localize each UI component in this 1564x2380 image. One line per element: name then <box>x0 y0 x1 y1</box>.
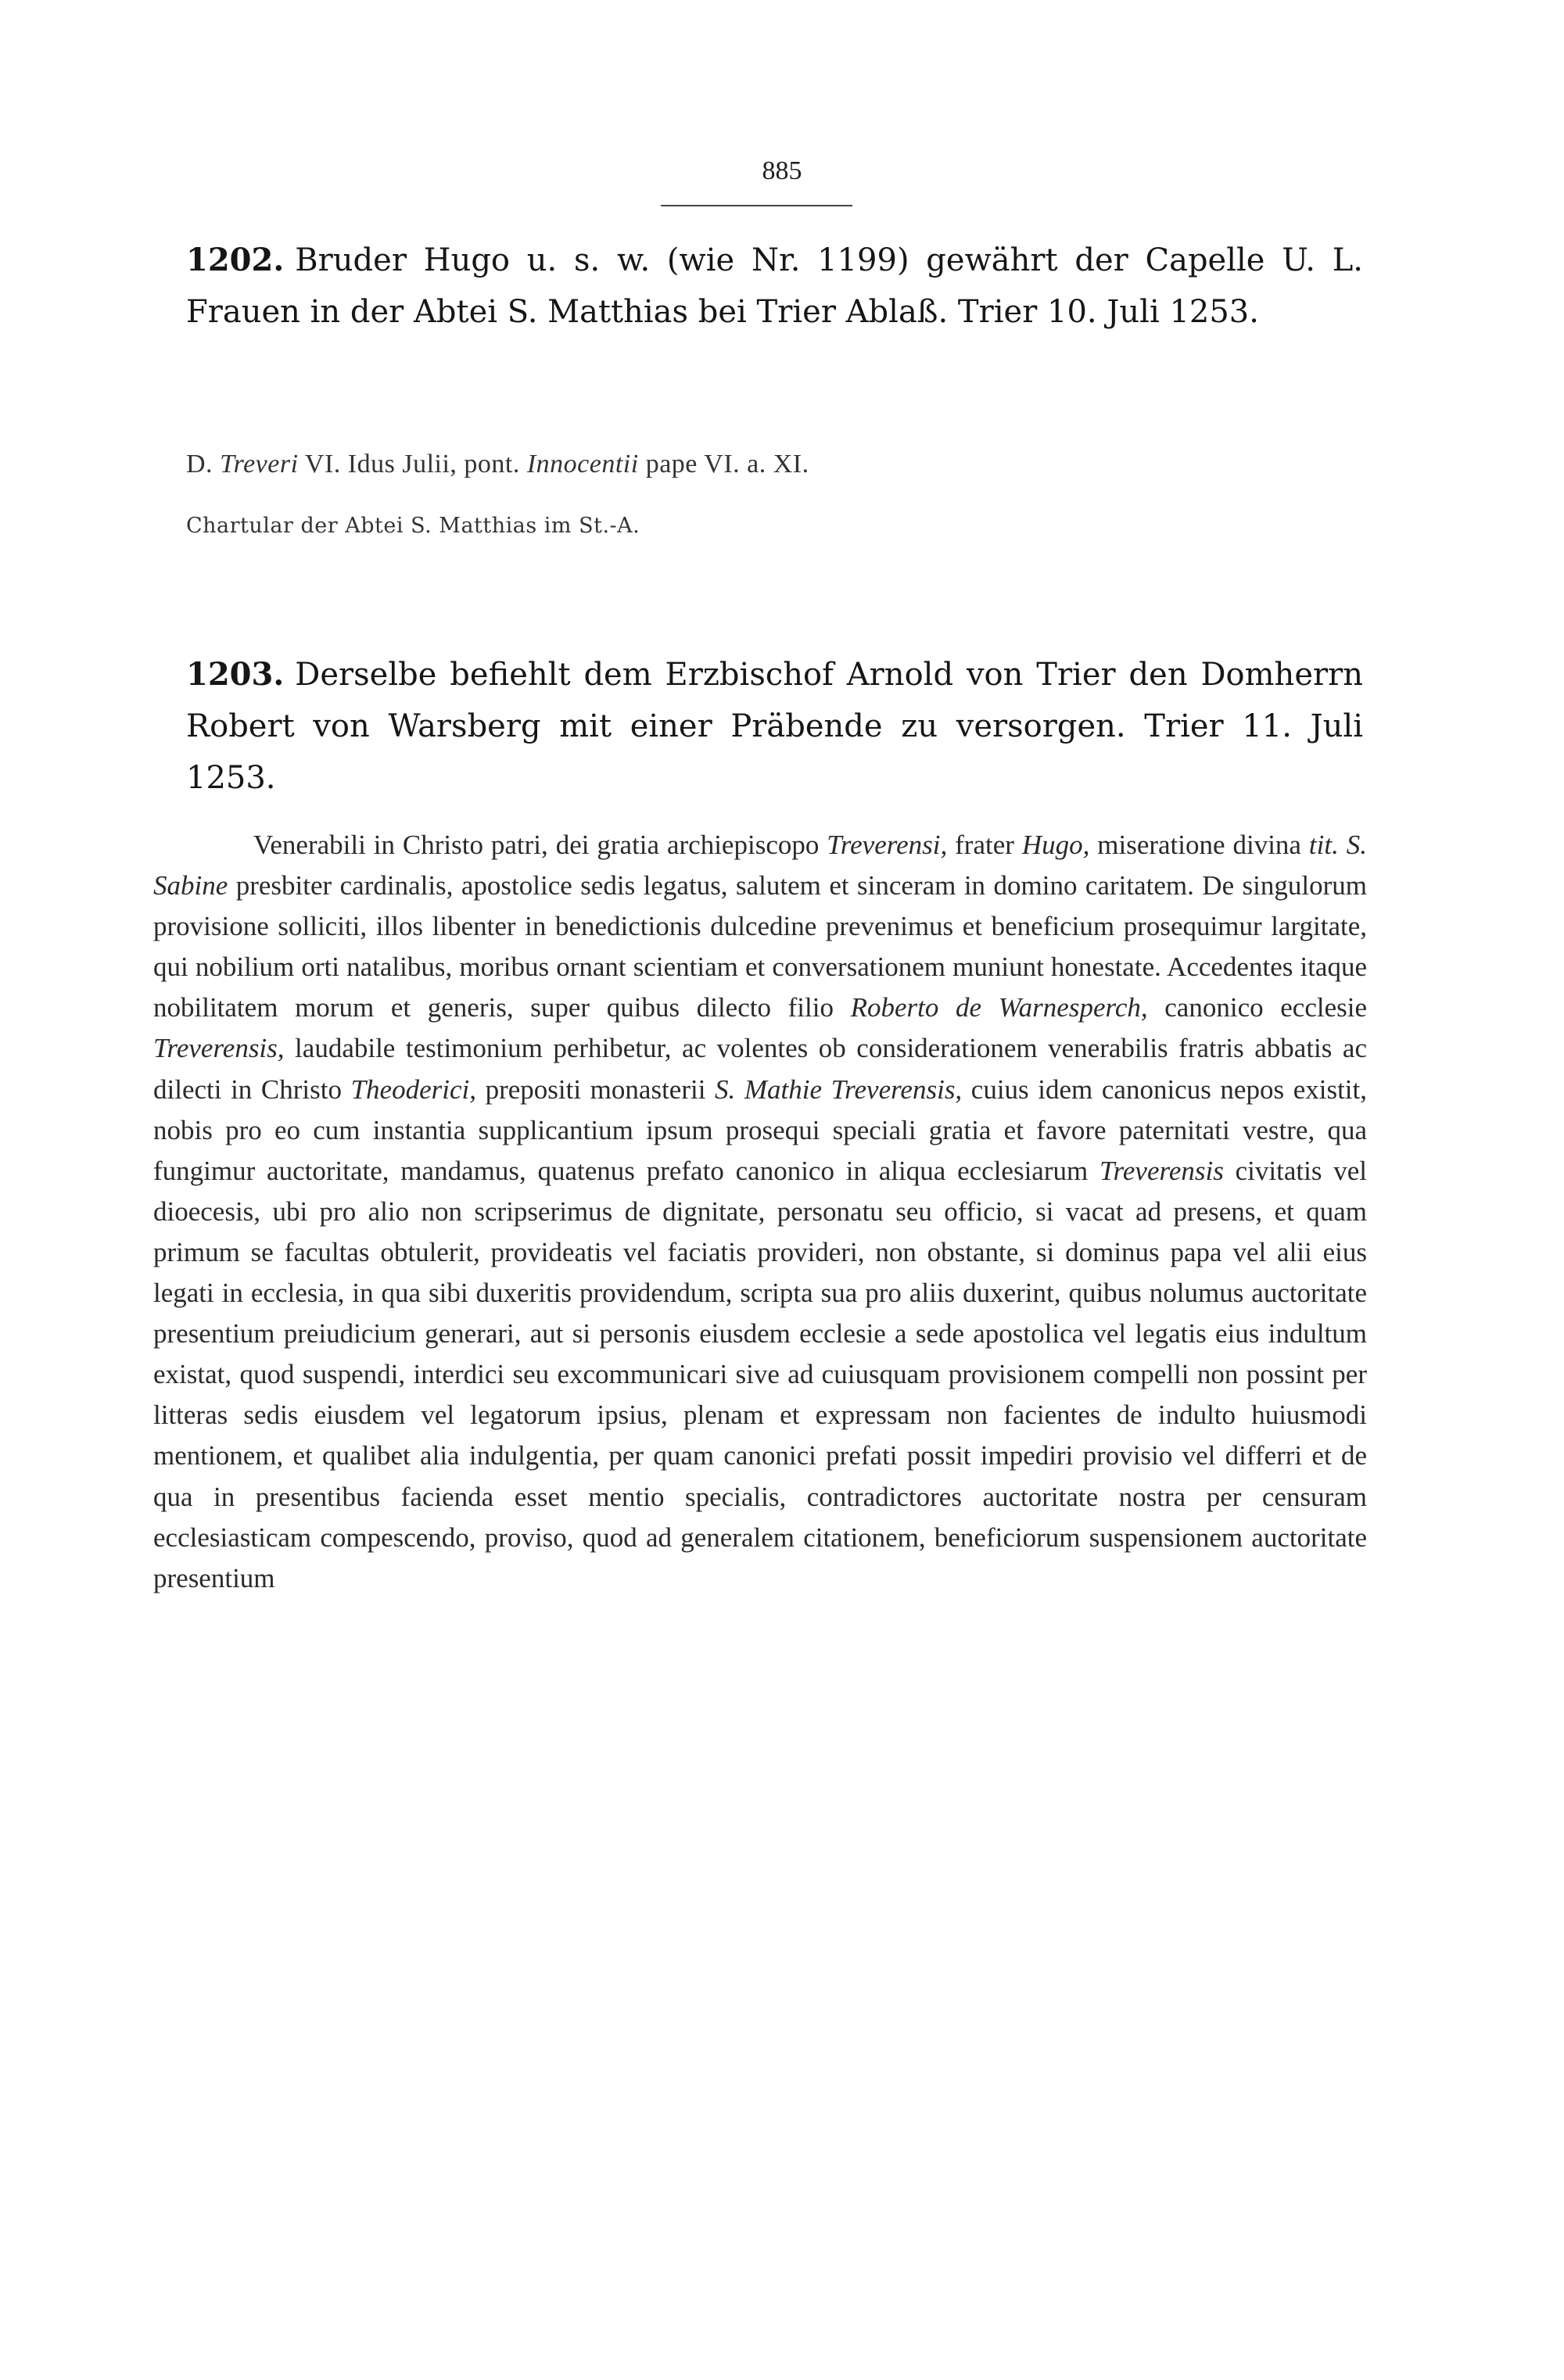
entry-number: 1203. <box>186 656 285 693</box>
entry-1203-body-text <box>153 825 1367 1599</box>
date-suffix: pape VI. a. XI. <box>645 450 809 479</box>
italic-name-segment: S. Mathie Treverensis, <box>715 1074 963 1105</box>
entry-summary: Derselbe befiehlt dem Erzbischof Arnold von Trier den Domherrn Robert von Warsberg mit einer Präbende zu versorgen. Trier 11. Juli 1253. <box>186 657 1363 796</box>
entry-1203-heading <box>186 649 1363 804</box>
date-prefix: D. <box>186 450 213 479</box>
italic-name-segment: Treverensi, <box>827 830 948 860</box>
italic-name-segment: Treverensis <box>1099 1155 1224 1186</box>
text-segment: presbiter cardinalis, apostolice sedis legatus, salutem et sinceram in domino caritatem. De singulorum provisione solliciti, illos libenter in benedictionis dulcedine prevenimus et beneficium prosequimur largitate, qui nobilium orti natalibus, moribus ornant scientiam et conversationem muniunt honestate. Accedentes itaque nobilitatem morum et generis, super quibus dilecto filio <box>153 870 1367 1023</box>
date-place: Treveri <box>220 450 299 479</box>
date-middle: VI. Idus Julii, pont. <box>304 450 520 479</box>
italic-name-segment: Theoderici, <box>350 1074 476 1105</box>
italic-name-segment: tit. S. Sabine <box>153 830 1367 901</box>
text-segment: cuius idem canonicus nepos existit, nobis pro eo cum instantia supplicantium ipsum prosequi speciali gratia et favore paternitati vestre, qua fungimur auctoritate, mandamus, quatenus prefato canonico in aliqua ecclesiarum <box>153 1074 1367 1186</box>
page-number: 885 <box>762 156 802 185</box>
text-segment: civitatis vel dioecesis, ubi pro alio non scripserimus de dignitate, personatu seu officio, si vacat ad presens, et quam primum se facultas obtulerit, provideatis vel faciatis provideri, non obstante, si dominus papa vel alii eius legati in ecclesia, in qua sibi duxeritis providendum, scripta sua pro aliis duxerint, quibus nolumus auctoritate presentium preiudicium generari, aut si personis eiusdem ecclesie a sede apostolica vel legatis eius indultum existat, quod suspendi, interdici seu excommunicari sive ad cuiusquam provisionem compelli non possint per litteras sedis eiusdem vel legatorum ipsius, plenam et expressam non facientes de indulto huiusmodi mentionem, et qualibet alia indulgentia, per quam canonici prefati possit impediri provisio vel differri et de qua in presentibus facienda esset mentio specialis, contradictores auctoritate nostra per censuram ecclesiasticam compescendo, proviso, quod ad generalem citationem, beneficiorum suspensionem auctoritate presentium <box>153 1155 1368 1593</box>
text-segment: prepositi monasterii <box>475 1074 716 1105</box>
entry-1202-source: Chartular der Abtei S. Matthias im St.-A. <box>186 514 640 538</box>
entry-summary: Bruder Hugo u. s. w. (wie Nr. 1199) gewährt der Capelle U. L. Frauen in der Abtei S. Matthias bei Trier Ablaß. Trier 10. Juli 1253. <box>186 242 1363 330</box>
date-pope: Innocentii <box>526 450 639 479</box>
entry-1202-heading <box>186 235 1363 338</box>
entry-1202-date-line <box>186 450 1363 479</box>
italic-name-segment: Treverensis, <box>153 1033 285 1064</box>
text-segment: Venerabili in Christo patri, dei gratia archiepiscopo <box>253 830 827 860</box>
header-rule <box>661 205 852 206</box>
text-segment: canonico ecclesie <box>1147 992 1368 1023</box>
entry-number: 1202. <box>186 242 285 278</box>
text-segment: miseratione divina <box>1089 830 1309 860</box>
italic-name-segment: Hugo, <box>1021 830 1090 860</box>
text-segment: laudabile testimonium perhibetur, ac volentes ob considerationem venerabilis fratris abbatis ac dilecti in Christo <box>153 1033 1367 1105</box>
italic-name-segment: Roberto de Warnesperch, <box>850 992 1148 1023</box>
text-segment: frater <box>947 830 1022 860</box>
